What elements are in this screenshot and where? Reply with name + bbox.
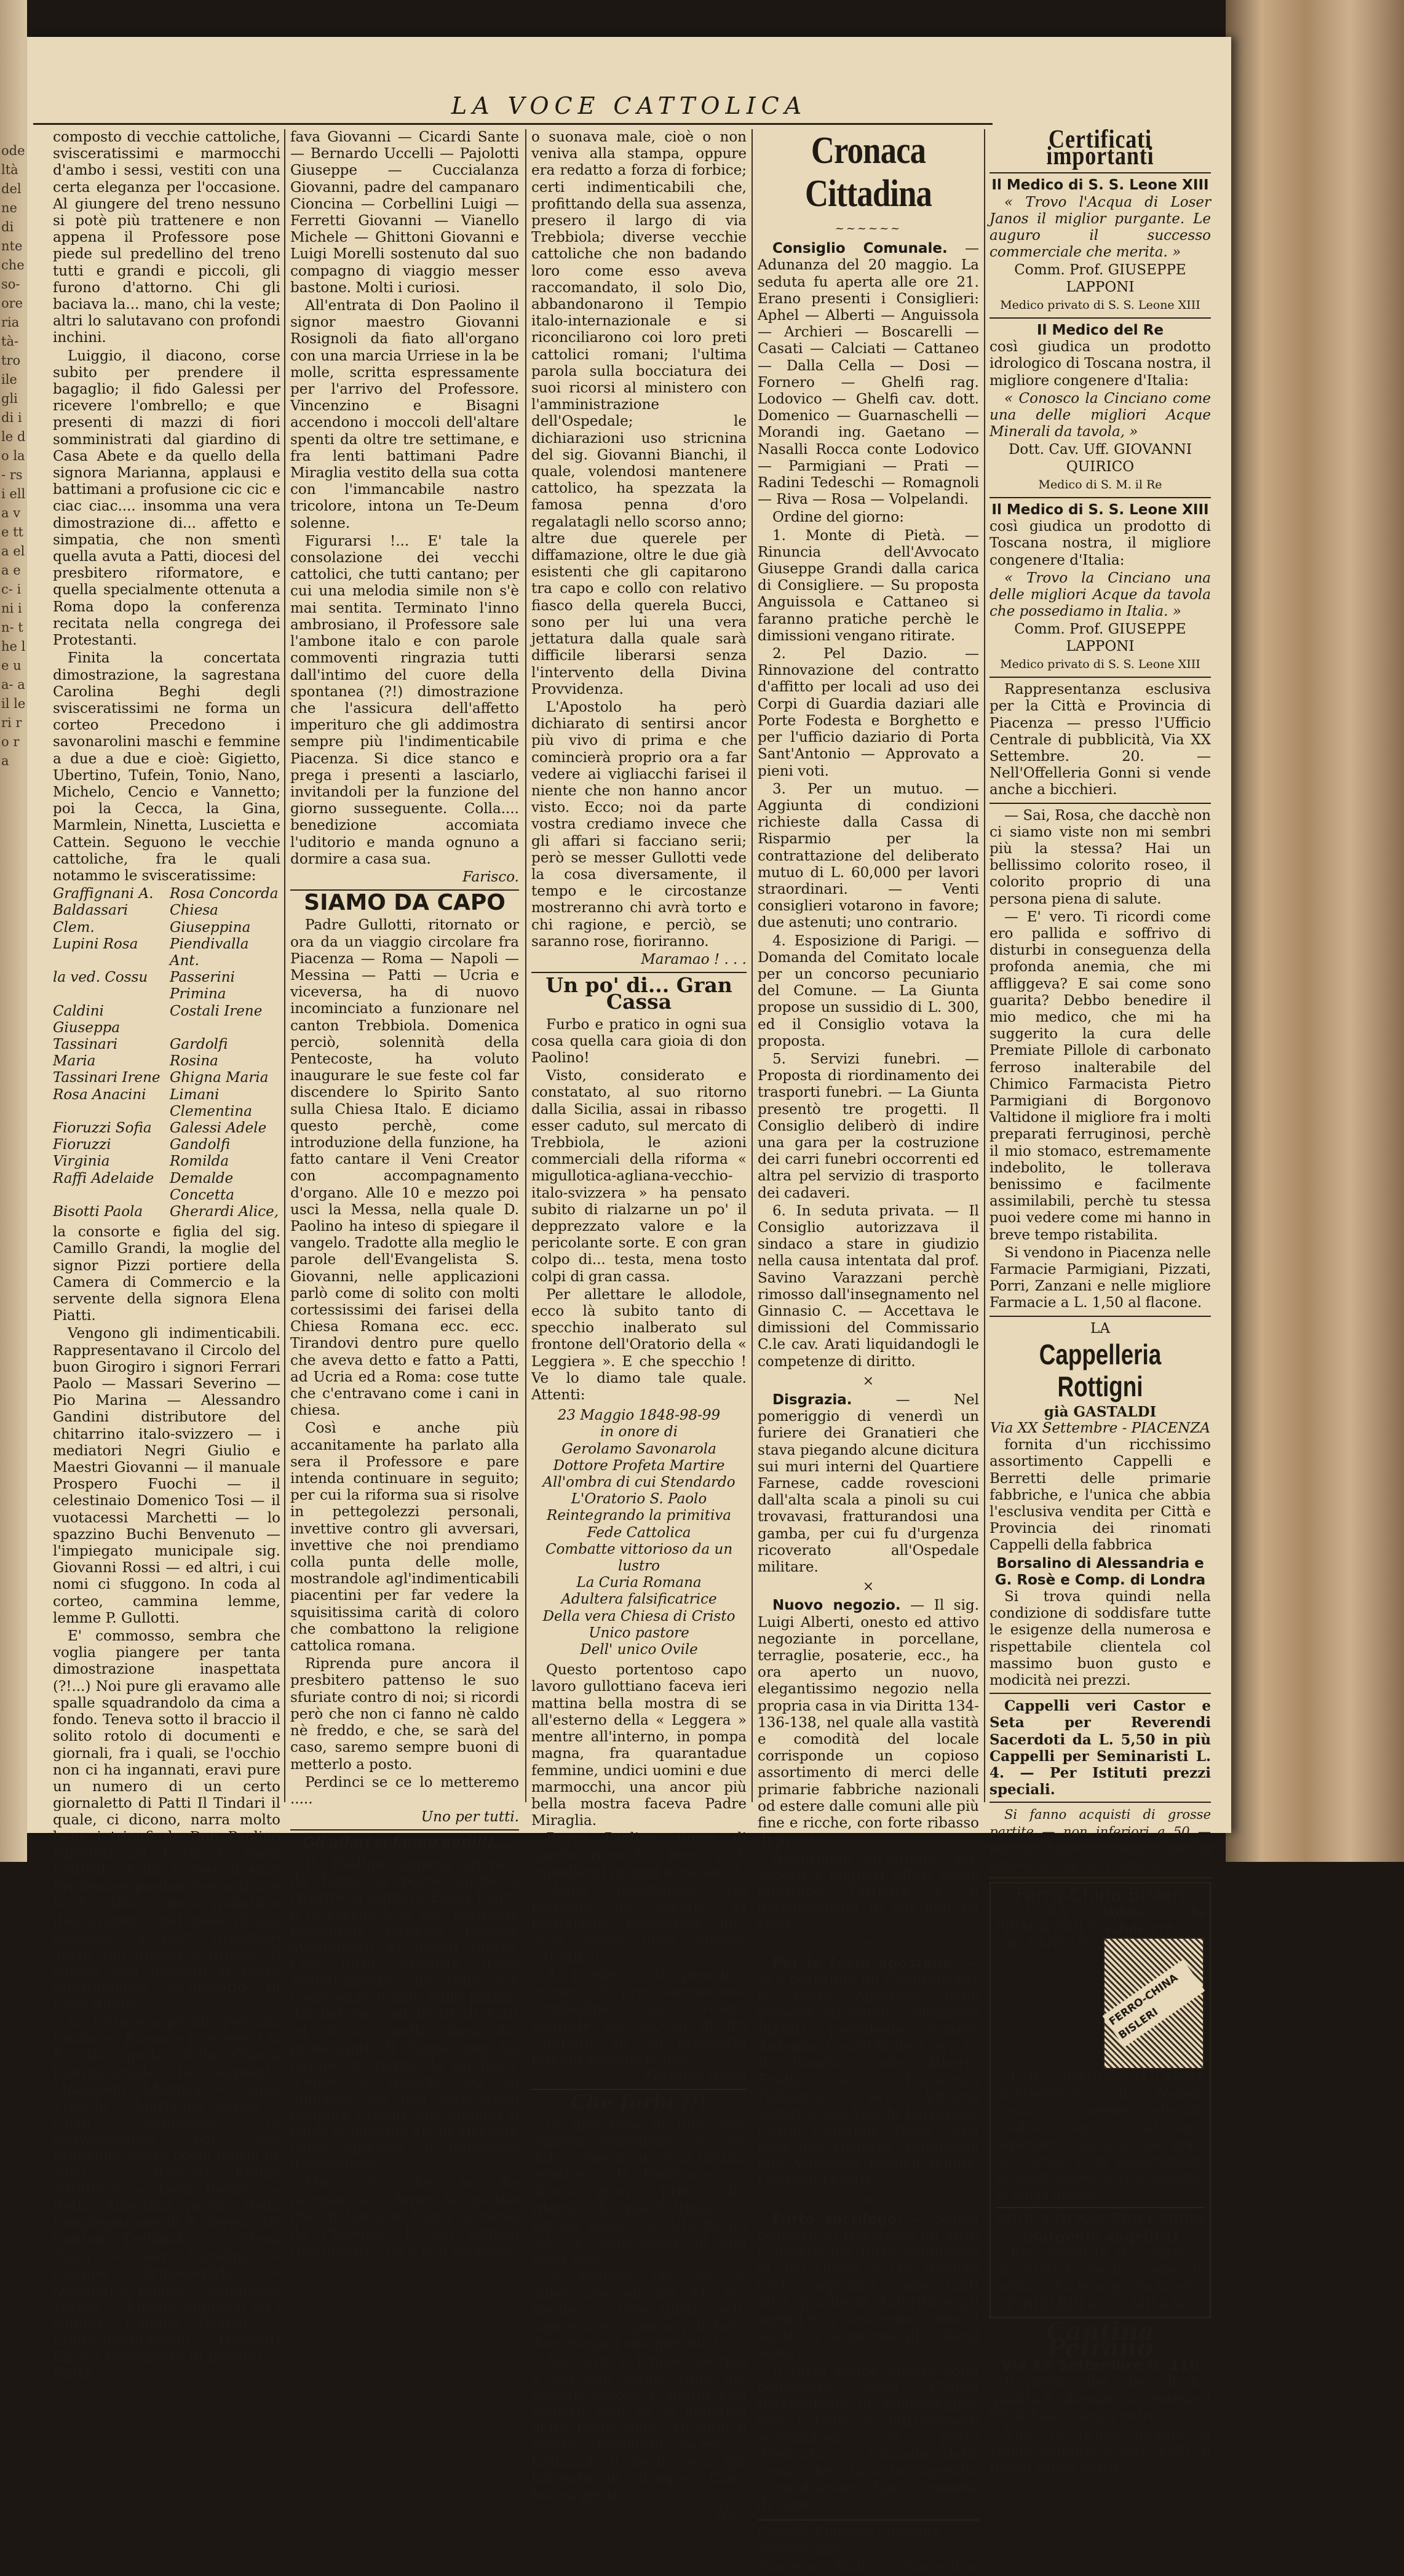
item-title: Consiglio Comunale. — [772, 241, 948, 257]
headline-siamo-da-capo: SIAMO DA CAPO — [304, 890, 506, 916]
names-list — [53, 886, 280, 1220]
paragraph: Così e anche più accanitamente ha parlato alla sera il Professore e pare intenda continuare in seguito; per cui la riforma sua si risolve in pettegolezzi personali, invettive contro gli avversari, invettive che noi prendiamo colla punta delle molle, mostrandole agl'indimenticabili piacentini per far vedere la squisitissima carità di coloro che combattono la religione cattolica romana. — [290, 1420, 519, 1655]
divider — [290, 1829, 519, 1831]
headline-gran-cassa: Un po' di... Gran Cassa — [545, 973, 732, 1014]
divider — [990, 317, 1211, 319]
item-title: Nuovo negozio. — [772, 1597, 901, 1614]
name-entry: Fioruzzi Virginia — [53, 1137, 111, 1170]
signature: Maramao ! . . . — [641, 951, 747, 968]
column-rule — [525, 129, 526, 1802]
name-entry: Ghigna Maria — [170, 1070, 269, 1086]
paragraph: Vengono gli indimenticabili. Rappresentavano il Circolo del buon Girogiro i signori Ferrari Paolo — Massari Severino — Pio Marina — Alessandro Gandini distributore del chitarrino italo-svizzero — i mediatori Negri Giulio e Maestri Giovanni — il manuale Prospero Fuochi — il celestinaio Domenico Tosi — il vuotacessi Marchetti — lo spazzino Buchi Benvenuto — l'impiegato municipale sig. Giovanni Rossi — ed altri, i cui nomi ci sfuggono. In coda al corteo, cammina lemme, lemme P. Gullotti. — [53, 1326, 280, 1626]
previous-page-strip — [0, 0, 27, 1862]
signature: Uno per tutti. — [421, 1809, 519, 1826]
bisleri-cura: CURA PRIMAVERILE del SANGUE — [996, 1904, 1098, 1952]
bisleri-bottle-image — [1103, 1938, 1204, 2069]
column-5 — [990, 125, 1211, 2476]
section-title-cronaca: Cronaca Cittadina — [804, 130, 932, 215]
cappelleria-brand: Borsalino di Alessandria e G. Rosè e Comp. di Londra — [994, 1555, 1206, 1588]
cantina-address: Via XX Settembre N. 116 — [1001, 2358, 1199, 2374]
signature: Noi. — [716, 2505, 747, 2522]
name-entry: Galessi Adele — [170, 1119, 267, 1136]
name-entry: Piendivalla Ant. — [170, 936, 249, 969]
previous-page-text: ode ltà del ne di nte che so- ore ria tà- tro ile gli di ile do la- rsi ella ve tta ela ec- ini in- the le ua- ail le ri ro ra — [1, 143, 26, 768]
cert-signer: Comm. Prof. GIUSEPPE LAPPONI — [1014, 262, 1186, 295]
inscription-line: Adultera falsificatrice — [561, 1591, 717, 1608]
inscription-line: La Curia Romana — [576, 1575, 702, 1591]
item-text: — Si è costituito un Comitato per le Feste Agostane nelle persone dei signori: colonnello Pizzati, presidente, march. Antonino Casali Bolleri, avv. G. B. Rombo, conte Alberto Scotti, avv. Francesco Pallastrelli, avv. Vittorio Salvetti, cav Vecchi Ferruccio, Carini Giuseppe, Della Cella mag. nob. Gustavo, Anguissola nob. Vincenzo, Ecchell Achille, Gaetano Perotti. — [758, 1955, 980, 2189]
separator: × — [862, 1579, 875, 1595]
signature: Farisco. — [462, 869, 519, 885]
section-title-certificati: Certificati importanti — [1046, 125, 1154, 171]
cappelleria-address: Via XX Settembre - PIACENZA — [990, 1420, 1210, 1437]
name-entry: Bisotti Paola — [53, 1204, 143, 1220]
paragraph: Il furto venne questa volta commesso nella Chiesa parrocchiale di Montereggio, ove i ladri si introdussero scassinando la porta d'entrata, e rubando dalla cassa che stava in sagrestia circa duecento lire in monete di rame. — [758, 2363, 979, 2513]
cert-quote: « Trovo la Cinciano una delle migliori Acque da tavola che possediamo in Italia. » — [990, 570, 1211, 620]
item-title: Furto sacrilego. — [772, 2211, 903, 2227]
paragraph: composto di vecchie cattoliche, svisceratissimi e marmocchi d'ambo i sessi, vestiti con una certa eleganza per l'occasione. Al giungere del treno nessuno si potè più trattenere e non appena il Professore pose piede sul predellino del treno tutti e grandi e piccoli, gli furono d'attorno. Chi gli baciava la... mano, chi la veste; altri lo salutavano con profondi inchini. — [53, 129, 280, 346]
divider — [990, 1316, 1211, 1317]
column-rule — [284, 129, 285, 1802]
divider — [996, 2207, 1205, 2208]
paragraph: Si vendono in Piacenza nelle Farmacie Parmigiani, Pizzati, Porri, Zanzani e nelle migliore Farmacie a L. 1,50 al flacone. — [990, 1244, 1211, 1311]
paragraph: 6. In seduta privata. — Il Consiglio autorizzava il sindaco a stare in giudizio nella causa intentata dal prof. Savino Varazzani perchè rimosso dall'insegnamento nel Ginnasio C. — Accettava le dimissioni del Commissario C.le cav. Arati liquidandogli le competenze di diritto. — [758, 1203, 979, 1370]
name-entry: Gandolfi Romilda — [170, 1137, 231, 1170]
inscription-line: Dell' unico Ovile — [580, 1642, 698, 1658]
separator: × — [862, 2192, 875, 2208]
inscription — [531, 1407, 747, 1658]
item-title: Per le feste agostane. — [772, 1955, 958, 1971]
paragraph: Perdinci se ce lo metteremo ..... — [290, 1774, 519, 1807]
paragraph: All'entrata di Don Paolino il signor maestro Giovanni Rosignoli da fiato all'organo con una marcia Urriese in la be molle, scritta espressamente per l'arrivo del Professore. Vincenzino e Bisagni accendono i moccoli dell'altare spenti da oltre tre settimane, e fra lenti battimani Padre Miraglia vestito della sua cotta con l'immancabile nastro tricolore, intona un Te-Deum solenne. — [290, 298, 519, 531]
paragraph: Luiggio, il diacono, corse subito per prendere il bagaglio; il fido Galessi per ricevere l'ombrello; e que presenti di mazzi di fiori somministrati dal giardino di Casa Abete e da quello della signora Marianna, applausi e battimani a profusione cic cic e ciac ciac.... insomma una vera dimostrazione di... affetto e simpatia, che non smentì quella avuta a Patti, diocesi del presbitero riformatore, e quella specialmente ottenuta a Roma dopo la conferenza recitata nella congrega dei Protestanti. — [53, 348, 280, 649]
paragraph: Figurarsi !... E' tale la consolazione dei vecchi cattolici, che tutti cantano; per cui una melodia simile non s'è mai sentita. Terminato l'inno ambrosiano, il Professore sale l'ambone italo e con parole commoventi ringrazia tutti dall'intimo del cuore della spontanea (?!) dimostrazione che l'assicura dell'affetto imperituro che gli addimostra sempre più l'indimenticabile Piacenza. Si dice stanco e prega i presenti a lasciarlo, invitandoli per la funzione del giorno susseguente. Colla.... benedizione accomiata l'uditorio e manda ognuno a dormire a casa sua. — [290, 533, 519, 867]
paragraph: 5. Servizi funebri. — Proposta di riordinamento dei trasporti funebri. — La Giunta presentò tre progetti. Il Consiglio deliberò di indire una gara per la costruzione dei carri funebri occorrenti ed altra pel servizio di trasporto dei cadaveri. — [758, 1051, 979, 1201]
inscription-line: Dottore Profeta Martire — [553, 1457, 725, 1474]
column-rule — [752, 129, 753, 1802]
inscription-line: Unico pastore — [589, 1624, 689, 1641]
paragraph: 2. Pel Dazio. — Rinnovazione del contratto d'affitto per locali ad uso dei Corpi di Guardia daziari alle Porte Fodesta e Borghetto e per l'ufficio daziario di Porta Sant'Antonio — Approvato a pieni voti. — [758, 646, 979, 779]
paragraph: — E' vero. Ti ricordi come ero pallida e soffrivo di disturbi in conseguenza della profonda anemia, che mi affliggeva? E sai come sono guarita? Debbo benedire il mio medico, che mi ha suggerito la cura delle Premiate Pillole di carbonato ferroso inalterabile del Chimico Farmacista Pietro Parmigiani di Borgonovo Valtidone il migliore fra i molti preparati ferruginosi, perchè il mio stomaco, estremamente indebolito, le tollerava benissimo e facilmente assimilabili, perchè tu stessa puoi vedere come mi hanno in breve tempo ristabilita. — [990, 908, 1211, 1243]
name-entry: Raffi Adelaide — [53, 1170, 154, 1187]
paragraph: fornita d'un ricchissimo assortimento Cappelli e Berretti delle primarie fabbriche, e l'unica che abbia l'esclusiva vendita per Città e Provincia dei rinomati Cappelli della fabbrica — [990, 1437, 1211, 1554]
cappelleria-title: Cappelleria Rottigni — [1039, 1338, 1162, 1402]
inscription-line: 23 Maggio 1848-98-99 — [557, 1407, 721, 1424]
imprint-printer: Piacenza - Stab. Tip. Piacentino — [760, 2559, 977, 2575]
paragraph: Vino di prima qualità si vende sempre a Lire 1,00 al fiasco senza vetro. — [990, 2425, 1211, 2476]
paragraph: Si sperava che noi si abboccasse all'amo. Ma noi niente ... Che gusto neh, signor x e signora y il farci dare magari una querela !? — [531, 2268, 747, 2352]
cert-signer: Dott. Cav. Uff. GIOVANNI QUIRICO — [1008, 442, 1192, 475]
imprint — [758, 2519, 979, 2576]
inscription-line: All'ombra di cui Stendardo — [542, 1474, 736, 1491]
cert-quote: « Conosco la Cinciano come una delle migliori Acque Minerali da tavola, » — [990, 390, 1211, 440]
paragraph: Il prezzo del vino di 2.a qualità è ribassato a centesimi 60 al fiasco senza vetro. — [990, 2374, 1211, 2424]
column-4 — [758, 129, 980, 2575]
divider — [990, 803, 1211, 804]
paragraph: Furbo e pratico in ogni sua cosa quella cara gioia di don Paolino! — [531, 1016, 747, 1066]
divider — [990, 497, 1211, 498]
paragraph: Uomo insaziabile, voi meritate un premio. Vi metteremo professore di... gran cassa nella musica cittadina! — [531, 1882, 747, 1965]
cappelleria-la: LA — [1090, 1320, 1110, 1337]
name-entry: Rosa Concorda — [170, 886, 279, 902]
item-title: Disgrazia. — [772, 1392, 852, 1409]
cert-quote: « Trovo l'Acqua di Loser Janos il miglior purgante. Le auguro il successo commerciale che merita. » — [990, 194, 1211, 261]
headline-che-furbi: Che furbi !!! — [571, 2090, 707, 2114]
name-entry: Demalde Concetta — [170, 1170, 234, 1203]
cert-title: Il Medico di S. S. Leone XIII — [991, 502, 1209, 519]
paragraph: Raccomandata da centinaia di attestati medici come la migliore fra le acque da tavola. — [996, 2245, 1205, 2294]
name-entry: Rosa Anacini — [53, 1086, 146, 1103]
name-entry: Costali Irene — [170, 1003, 263, 1019]
name-entry: Tassinari Irene — [53, 1070, 161, 1086]
inscription-line: in onore di — [600, 1424, 678, 1441]
masthead: LA VOCE CATTOLICA — [451, 92, 807, 119]
divider — [990, 1693, 1211, 1694]
bisleri-slogan: Volete la Salute ??? — [1102, 1904, 1205, 1936]
cappelleria-sub: già GASTALDI — [1044, 1403, 1157, 1420]
paragraph: fava Giovanni — Cicardi Sante — Bernardo Uccelli — Pajolotti Giuseppe — Cuccialanza Giovanni, padre del campanaro Cioncina — Corbellini Luigi — Ferretti Giovanni — Vianello Michele — Ghittoni Giovanni e Luigi Morelli sostenuto dal suo compagno di viaggio messer bastone. Molti i curiosi. — [290, 129, 519, 296]
cert-signer-role: Medico di S. M. il Re — [1038, 477, 1162, 491]
name-entry: Chiesa Giuseppina — [170, 902, 251, 936]
cert-signer-role: Medico privato di S. S. Leone XIII — [1000, 657, 1200, 671]
paragraph: Il D.r FRANCESCO LANNA dell'Ospedale di Napoli, comunica averne ottenuti risultati superiori ad ogni aspettativa anche in casi gravi di anemie e di debilitamenti prodotti consecutivi a malattie di lunga durata. » — [996, 2069, 1205, 2202]
ornament: ~~~~~~ — [835, 222, 902, 235]
name-entry: Gardolfi Rosina — [170, 1036, 228, 1070]
imprint-editor: Comolli Epimaco - gerente responsabile — [758, 2525, 941, 2558]
inscription-line: Reintegrando la primitiva — [547, 1508, 731, 1524]
item-text: — Il sig. Luigi Alberti, onesto ed attivo negoziante in porcellane, terraglie, posaterie, ecc., ha ora aperto un nuovo, elegantissimo negozio nella propria casa in via Diritta 134-136-138, nel quale alla vastità e comodità del locale corrisponde un copioso assortimento di merci delle primarie fabbriche nazionali od estere dalle comuni alle più fine e ricche, con forte ribasso di prezzo. — [758, 1597, 979, 1848]
paragraph: La tutto era pronto per una funzione. Erano a ricevere il V. E. alla porta della Chiesa internazionale le seguenti: Mazzoleni Adalgisa — Anna Trenchi — Marianna Marasi — Guidi Antonietta in convalescenza per una bronchite avuta pochi giorni or sono — Rancati Emilia stiratrice — Loca Rosina — Rolla Albertina priora della Congregazione di S. Teresa del Canton Trebbiola — Elena Piatti — Salvi Carolina — Catanei Ermenegilda — Quagliaroli Luigia — Paganuzzi Teresa — Limani Eugenia; ed i signori: Camillo Grandi — Prada materassaio — Perinetti Enrico negoziante di pellami — Butta — [53, 2014, 280, 2382]
paragraph: Visto, considerato e constatato, al suo ritorno dalla Sicilia, assai in ribasso esser caduto, sul mercato di Trebbiola, le azioni commerciali della riforma « migullotica-agliana-vecchio-italo-svizzera » ha pensato subito di rialzarne un po' il depprezzato valore e la pericolante sorte. E con gran colpo di... testa, mena tosto colpi di gran cassa. — [531, 1068, 747, 1285]
name-entry: Tassinari Maria — [53, 1036, 118, 1070]
paragraph: In una casa di una nota signora miragliana si era data come sicura una notizia relativa a D. Paolino e ciò alcuni giorni prima del ritorno di quest'ultimo. La notizia venne raccolta da un tale, e comunicata ad uno della Voce. — [531, 2117, 747, 2267]
name-entry: Baldassari Clem. — [53, 902, 129, 936]
name-entry: Graffignani A. — [53, 886, 154, 902]
headline-gli-affari: Gli affari si fanno serii!!!... — [302, 1833, 507, 1852]
signature: Formica rossa — [645, 2069, 747, 2085]
paragraph: la consorte e figlia del sig. Camillo Grandi, la moglie del signor Pizzi portiere della Camera di Commercio e la servente della signora Elena Piatti. — [53, 1224, 280, 1324]
divider — [990, 1802, 1211, 1803]
cert-text: così giudica un prodotto idrologico di Toscana nostra, il migliore congenere d'Italia: — [990, 339, 1211, 389]
cert-signer: Comm. Prof. GIUSEPPE LAPPONI — [1014, 621, 1186, 654]
inscription-line: Della vera Chiesa di Cristo — [542, 1608, 736, 1624]
paragraph: E' commosso, sembra che voglia piangere per tanta dimostrazione inaspettata (?!...) Noi pure gli eravamo alle spalle squadrandolo da cima a fondo. Teneva sotto il braccio il solito rotolo di documenti e giornali, fra i quali, se l'occhio non ci ha ingannati, eravi pure un numero di un certo giornaletto di Patti Il Tindari il quale, ci dicono, narra molto bene i trionfi da Don Paolino riportati ad Ucria e Paesi limitrofi. A dir il vero il suor Professore pardon Prevostino e V. E. della chiesa gullotica-italo-svizzera, nel mese di sua assenza, ci pare diventato ancor più grasso e grosso. Il corteo così formato si portò direttamente all'oratorio di Casa Abate. — [53, 1628, 280, 2013]
separator: × — [862, 1373, 875, 1389]
paragraph: L'Apostolo ha però dichiarato di sentirsi ancor più vivo di prima e che comincierà proprio ora a far vedere ai vigliacchi farisei il niente che non hanno ancor visto. Ecco; noi da parte vostra crediamo invece che gli affari si facciano serii; però se messer Gullotti vede la cosa diversamente, il tempo e le circostanze mostreranno chi avrà torto e chi ragione, e perciò, se saranno rose, fioriranno. — [531, 699, 747, 950]
name-entry: Caldini Giuseppa — [53, 1003, 121, 1036]
inscription-line: L'Oratorio S. Paolo — [571, 1491, 707, 1508]
column-2 — [290, 129, 519, 2259]
paragraph: 3. Per un mutuo. — Aggiunta di condizioni richieste dalla Cassa di Risparmio per la contrattazione del deliberato mutuo di L. 60,000 per lavori straordinari. — Venti consiglieri votarono in favore; due astenuti; uno contrario. — [758, 781, 979, 931]
paragraph: D. Paolino, appena arrivato da Roma si portò subito a riverire la Signora Elena Piatti, e le raccontò le sue peripezie piacentine pattensi romane avvenutegli di questi giorni. Con tutta sincerità disse schiettamente che colle sue conferenze tenute sulle piazze, dai balconi, nei teatri di Patti ed Ucria e nella chiesa dei protestanti di Roma non ha cavato un ragno da un buco. S'ebbe si qualche po' di applausi; ma non mancarono neppure i fischi, che quando si vuole si possono anche ricevere come applausi. E questione d'intendersi. — [290, 1856, 519, 2174]
cert-text: così giudica un prodotto di Toscana nostra, il migliore congenere d'Italia: — [990, 519, 1211, 568]
column-1 — [53, 129, 280, 2382]
column-rule — [984, 129, 985, 1802]
paragraph: — Sai, Rosa, che dacchè non ci siamo viste non mi sembri più la stessa? Hai un bellissimo colorito roseo, il colorito proprio di una persona piena di salute. — [990, 807, 1211, 907]
name-entry: Gherardi Alice, — [170, 1204, 279, 1220]
name-entry: Limani Clementina — [170, 1086, 252, 1119]
cantina-title: Cantina Peirano — [1046, 2316, 1154, 2363]
inscription-line: Gerolamo Savonarola — [561, 1441, 716, 1457]
paragraph: Rappresentanza esclusiva per la Città e Provincia di Piacenza — presso l'Ufficio Centrale di pubblicità, Via XX Settembre. 20. — Nell'Offelleria Gonni si vende anche a bicchieri. — [990, 682, 1211, 798]
column-3 — [531, 129, 747, 2522]
item-text: — Nel pomeriggio di venerdì un furiere dei Granatieri che stava piegando alcune dicitura sui muri interni del Quartiere Farnese, cadde rovescioni dall'alta scala a pinoli su cui trovavasi, fratturandosi una gamba, per cui fu d'urgenza ricoverato all'Ospedale militare. — [758, 1392, 979, 1576]
paragraph: 1. Monte di Pietà. — Rinuncia dell'Avvocato Giuseppe Grandi dalla carica di Consigliere. — Su proposta Anguissola e Cattaneo si faranno pratiche perchè le dimissioni vengano ritirate. — [758, 527, 979, 644]
paragraph: Si trova quindi nella condizione di soddisfare tutte le esigenze della numerosa e rispettabile clientela col massimo buon gusto e modicità nei prezzi. — [990, 1589, 1211, 1689]
divider — [990, 172, 1211, 173]
paragraph: Si fanno acquisti di grosse partite — non inferiori a 50 — pelli di Lepre e Coniglio per la fabbricazione dei Cappelli. — [990, 1807, 1211, 1873]
paragraph: Padre Gullotti, ritornato or ora da un viaggio circolare fra Piacenza — Roma — Napoli — Messina — Patti — Ucria e viceversa, ha di nuovo incominciato a funzionare nel canton Trebbiola. Domenica perciò, solennità della Pentecoste, ha voluto inaugurare le sue feste col far discendere lo Spirito Santo sulla Chiesa Italo. E diciamo questo perchè, come introduzione della funzione, ha fatto cantare il Veni Creator con accompagnamento d'organo. Alle 10 e mezzo poi usci la Messa, nella quale D. Paolino ha inteso di spiegare il vangelo. Tradotte alla meglio le parole dell'Evangelista S. Giovanni, nelle applicazioni parlò come di solito con molti cortessissimi dei farisei della Chiesa Romana ecc. ecc. Tirandovi dentro pure quello che aveva detto e fatto a Patti, ad Ucria ed a Roma: cose tutte che c'entravano come i cani in chiesa. — [290, 917, 519, 1419]
paragraph: Ma l'arte è troppo vecchia e noi non siamo volpi più vecchie ancora. E' inutile cari signori. Non ve lo abbiamo detto tante volte? Quando il vostro diavoletto faceva i latinucci, il nostro era già laureato in utroque. Ciao, buona gente. — [531, 2353, 747, 2504]
paragraph: Questo portentoso capo lavoro gullottiano faceva ieri mattina bella mostra di se all'esterno della « Leggera » mentre all'interno, in pompa magna, fra quarantadue femmine, undici uomini e due marmocchi, una ancor più bella mostra faceva Padre Miraglia. — [531, 1662, 747, 1829]
bisleri-label: FERRO-CHINA BISLERI — [1102, 1959, 1205, 2047]
item-text: — Siamo costretti di registrare un altro e gravissimo furto commesso in una chiesa, e che rimarrà certo impunito come tanti altri, poichè le Autorità e gli agenti non riuscirono, come al solito, a scoprirne gli infami autori. — [758, 2211, 980, 2361]
paragraph: 4. Esposizione di Parigi. — Domanda del Comitato locale per un concorso pecuniario del Comune. — La Giunta propose un sussidio di L. 300, ed il Consiglio votava la proposta. — [758, 932, 979, 1049]
bisleri-title: Ferro-China Bisleri — [1015, 1885, 1185, 1907]
paragraph: o suonava male, cioè o non veniva alla stampa, oppure era redatto a forza di forbice; certi indimenticabili che, profittando della sua assenza, presero il largo di via Trebbiola; diverse vecchie cattoliche che non badando loro come esso aveva raccomandato, il solo Dio, abbandonarono il Tempio italo-internazionale e si riconciliarono coi loro preti cattolici romani; l'ultima parola sulla bocciatura dei suoi ricorsi al ministero con l'amministrazione dell'Ospedale; le dichiarazioni uso stricnina del sig. Giovanni Bianchi, il quale, volendosi mantenere cattolico, ha spezzata la famosa penna d'oro regalatagli nello scorso anno; altre due querele per diffamazione, oltre le due già esistenti che gli capitarono tra capo e collo con relativo fiasco della querela Bucci, sono per lui una vera jettatura dalla quale sarà difficile liberarsi senza l'intervento della Divina Provvidenza. — [531, 129, 747, 698]
paragraph: A rivederci al prossimo numero, Zi pre; daremo una strigliatina alla vostra epigrafe coi zoccoli di fra Ginipero. To' un pizzicotto intanto boccuccia mia. — [531, 1966, 747, 2067]
paragraph: Finita la concertata dimostrazione, la sagrestana Carolina Beghi degli svisceratissimi ne forma un corteo Precedono i savonarolini maschi e femmine a due a due e cioè: Gigietto, Ubertino, Tufein, Tonio, Nano, Michelo, Cencio e Vannetto; poi la Cecca, la Gina, Marmlein, Ninetta, Luscietta e Cattein. Seguono le vecchie cattoliche, fra le quali notammo le svisceratissime: — [53, 650, 280, 884]
newspaper-page — [27, 37, 1231, 2575]
divider — [990, 1877, 1211, 1878]
paragraph: Bravo Paolino, uomo di spirito, ricco di... mezzi e di espedienti in ogni occasione! — [531, 1831, 747, 1880]
cert-signer-role: Medico privato di S. S. Leone XIII — [1000, 298, 1200, 312]
acqua-sub: (Sorgente angelica) — [1021, 2228, 1179, 2245]
name-entry: Lupini Rosa — [53, 936, 138, 952]
divider — [990, 677, 1211, 678]
paragraph: Ma ciò che lo ha rammaricato furon le notizie che di tanto in tanto riceveva da Piacenza. Il suo organo riformatore che o non suonava — [290, 2175, 519, 2259]
paragraph: Per allettare le allodole, ecco là subito tanto di specchio inalberato sul frontone dell'Oratorio della « Leggiera ». E che specchio ! Ve lo diamo tale quale. Attenti: — [531, 1286, 747, 1404]
name-entry: Passerini Primina — [170, 969, 235, 1003]
paragraph: Riprenda pure ancora il presbitero pattenso le suo sfuriate contro di noi; si ricordi però che non ci fanno nè caldo nè freddo, e che, se sarà del caso, saremo sempre buoni di metterlo a posto. — [290, 1656, 519, 1773]
inscription-line: Fede Cattolica — [587, 1524, 691, 1541]
name-entry: la ved. Cossu — [53, 969, 148, 986]
bisleri-ad — [990, 1882, 1211, 2318]
paragraph: Auguriamo all'egregio sig. Alberti i migliori affari come meritano l'attività e il galantomismo in cui non ha rivali. — [758, 1850, 979, 1933]
cert-title: Il Medico di S. S. Leone XIII — [991, 177, 1209, 194]
cert-title: Il Medico del Re — [1037, 322, 1164, 339]
paragraph: Cappelli veri Castor e Seta per Reverendi Sacerdoti da L. 5,50 in più Cappelli per Seminaristi L. 4. — Per Istituti prezzi speciali. — [990, 1698, 1211, 1799]
book-edge — [1226, 0, 1404, 1862]
separator: × — [862, 1936, 875, 1952]
inscription-line: Combatte vittorioso da un lustro — [545, 1541, 733, 1575]
name-entry: Fioruzzi Sofia — [53, 1119, 152, 1136]
acqua-title: ACQUA DI NOCERA UMBRA — [996, 2211, 1205, 2228]
item-text: — Adunanza del 20 maggio. La seduta fu aperta alle ore 21. Erano presenti i Consiglieri: Aphel — Alberti — Anguissola — Archieri — Boscarelli — Casati — Calciati — Cattaneo — Dalla Cella — Dosi — Fornero — Ghelfi rag. Lodovico — Ghelfi cav. dott. Domenico — Guarnaschelli — Morandi ing. Gaetano — Nasalli Rocca conte Lodovico — Parmigiani — Prati — Radini Tedeschi — Romagnoli — Riva — Rosa — Volpelandi. — [758, 241, 979, 508]
acqua-firm: F. BISLERI e C. - MILANO — [1006, 2296, 1194, 2313]
masthead-rule — [33, 123, 993, 125]
paragraph: Ordine del giorno: — [772, 509, 904, 526]
